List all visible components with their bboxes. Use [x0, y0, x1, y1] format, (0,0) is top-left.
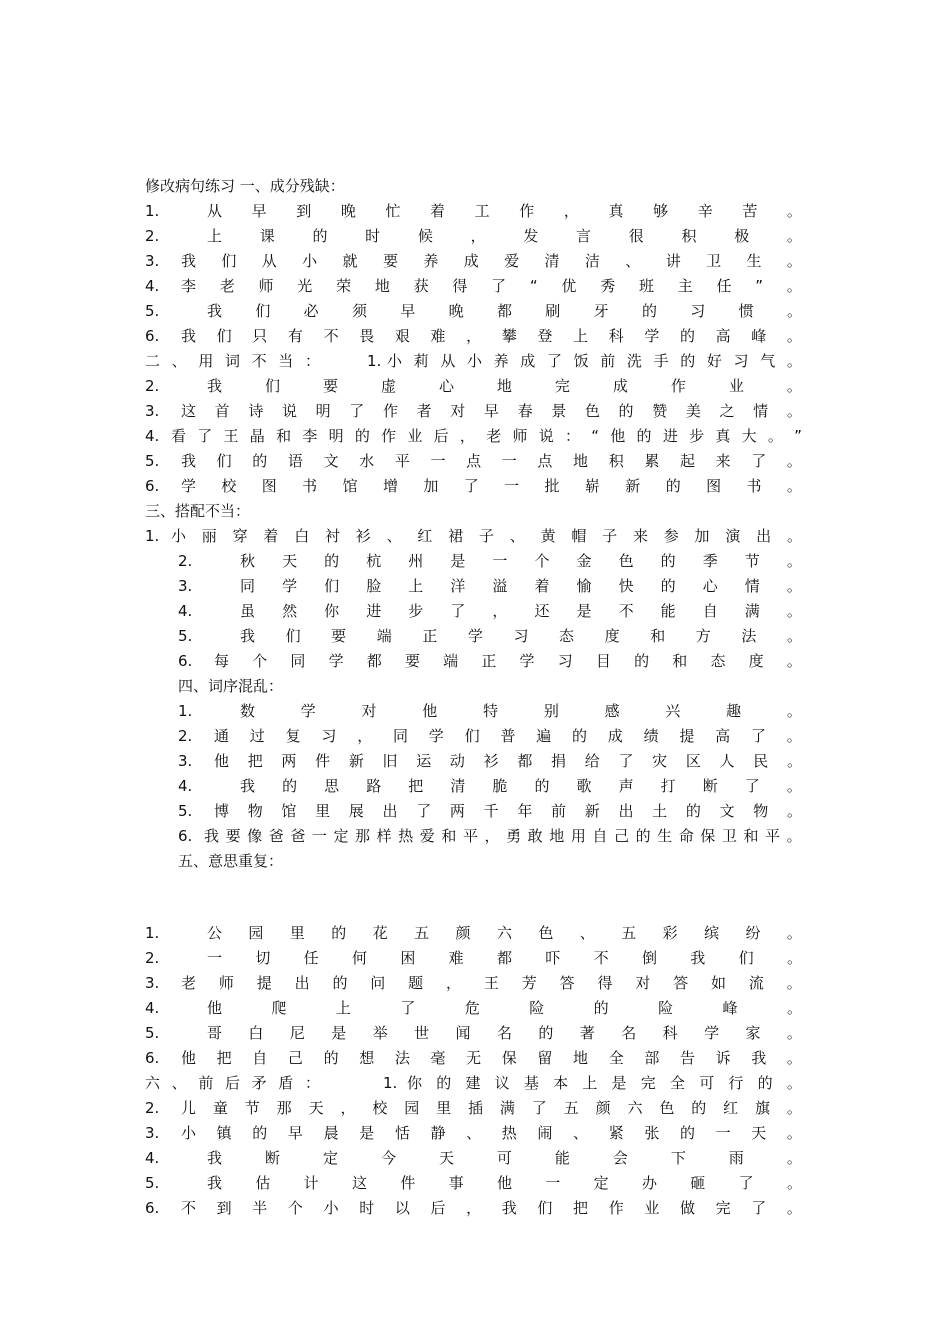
item-number: 5. — [145, 1174, 160, 1192]
exercise-line — [145, 971, 802, 995]
line-text: 小 镇 的 早 晨 是 恬 静 、 热 闹 、 紧 张 的 一 天 。 — [181, 1124, 802, 1142]
exercise-line — [145, 449, 802, 473]
item-number: 4. — [145, 277, 160, 295]
line-text: 我 们 必 须 早 晚 都 刷 牙 的 习 惯 。 — [207, 302, 802, 320]
heading-text: 四、词序混乱： — [178, 677, 284, 695]
item-number: 1. — [145, 924, 160, 942]
line-text: 哥 白 尼 是 举 世 闻 名 的 著 名 科 学 家 。 — [207, 1024, 802, 1042]
line-text: 通 过 复 习 ， 同 学 们 普 遍 的 成 绩 提 高 了 。 — [214, 727, 802, 745]
line-text: 小 丽 穿 着 白 衬 衫 、 红 裙 子 、 黄 帽 子 来 参 加 演 出 。 — [171, 527, 802, 545]
section-heading-inline: 二 、 用 词 不 当 ： — [145, 352, 320, 370]
exercise-line — [145, 374, 802, 398]
item-number: 6. — [145, 477, 160, 495]
item-number: 2. — [145, 1099, 160, 1117]
exercise-line — [145, 1196, 802, 1220]
line-text: 李 老 师 光 荣 地 获 得 了 “ 优 秀 班 主 任 ” 。 — [181, 277, 802, 295]
exercise-line — [145, 1096, 802, 1120]
exercise-line — [145, 1146, 802, 1170]
exercise-line — [145, 324, 802, 348]
item-number: 2. — [178, 552, 193, 570]
heading-text: 五、意思重复： — [178, 852, 284, 870]
exercise-line — [145, 199, 802, 223]
exercise-line — [145, 1171, 802, 1195]
item-number: 3. — [178, 577, 193, 595]
exercise-line — [145, 549, 802, 573]
line-text: 我 们 从 小 就 要 养 成 爱 清 洁 、 讲 卫 生 。 — [181, 252, 802, 270]
line-text: 这 首 诗 说 明 了 作 者 对 早 春 景 色 的 赞 美 之 情 。 — [181, 402, 802, 420]
exercise-line — [145, 224, 802, 248]
item-number: 3. — [145, 1124, 160, 1142]
exercise-line — [145, 1046, 802, 1070]
item-number: 5. — [178, 627, 193, 645]
line-text: 我 估 计 这 件 事 他 一 定 办 砸 了 。 — [207, 1174, 802, 1192]
line-text: 公 园 里 的 花 五 颜 六 色 、 五 彩 缤 纷 。 — [207, 924, 802, 942]
item-number: 6. — [145, 327, 160, 345]
section-heading — [145, 174, 802, 198]
line-text: 你 的 建 议 基 本 上 是 完 全 可 行 的 。 — [407, 1074, 802, 1092]
line-text: 我 的 思 路 把 清 脆 的 歌 声 打 断 了 。 — [240, 777, 802, 795]
line-text: 每 个 同 学 都 要 端 正 学 习 目 的 和 态 度 。 — [214, 652, 802, 670]
line-text: 他 爬 上 了 危 险 的 险 峰 。 — [207, 999, 802, 1017]
line-text: 从 早 到 晚 忙 着 工 作 ， 真 够 辛 苦 。 — [207, 202, 802, 220]
exercise-line — [145, 624, 802, 648]
item-number: 3. — [145, 974, 160, 992]
line-text: 我 要 像 爸 爸 一 定 那 样 热 爱 和 平 ， 勇 敢 地 用 自 己 的 生 命 保 卫 和 平 。 — [204, 827, 802, 845]
line-text: 儿 童 节 那 天 ， 校 园 里 插 满 了 五 颜 六 色 的 红 旗 。 — [181, 1099, 802, 1117]
item-number: 1. — [178, 702, 193, 720]
exercise-line — [145, 399, 802, 423]
exercise-line — [145, 921, 802, 945]
exercise-line — [145, 349, 802, 373]
item-number: 1. — [145, 527, 160, 545]
item-number: 5. — [145, 302, 160, 320]
item-number: 6. — [145, 1049, 160, 1067]
section-heading — [145, 499, 802, 523]
section-heading — [145, 674, 802, 698]
line-text: 学 校 图 书 馆 增 加 了 一 批 崭 新 的 图 书 。 — [181, 477, 802, 495]
item-number: 1. — [367, 352, 382, 370]
exercise-line — [145, 799, 802, 823]
item-number: 2. — [178, 727, 193, 745]
line-text: 看 了 王 晶 和 李 明 的 作 业 后 ， 老 师 说 ： “ 他 的 进 步 真 大 。 ” — [171, 427, 802, 445]
exercise-line — [145, 1071, 802, 1095]
line-text: 我 断 定 今 天 可 能 会 下 雨 。 — [207, 1149, 802, 1167]
exercise-line — [145, 424, 802, 448]
line-text: 我 们 要 端 正 学 习 态 度 和 方 法 。 — [240, 627, 802, 645]
item-number: 4. — [145, 1149, 160, 1167]
exercise-line — [145, 996, 802, 1020]
exercise-line — [145, 824, 802, 848]
exercise-line — [145, 599, 802, 623]
item-number: 4. — [145, 427, 160, 445]
item-number: 1. — [145, 202, 160, 220]
item-number: 6. — [178, 652, 193, 670]
item-number: 3. — [145, 252, 160, 270]
line-text: 一 切 任 何 困 难 都 吓 不 倒 我 们 。 — [207, 949, 802, 967]
exercise-line — [145, 249, 802, 273]
section-heading-inline: 六 、 前 后 矛 盾 ： — [145, 1074, 320, 1092]
item-number: 5. — [145, 452, 160, 470]
line-text: 不 到 半 个 小 时 以 后 ， 我 们 把 作 业 做 完 了 。 — [181, 1199, 802, 1217]
line-text: 老 师 提 出 的 问 题 ， 王 芳 答 得 对 答 如 流 。 — [181, 974, 802, 992]
line-text: 数 学 对 他 特 别 感 兴 趣 。 — [240, 702, 802, 720]
section-heading — [145, 849, 802, 873]
item-number: 6. — [145, 1199, 160, 1217]
line-text: 我 们 只 有 不 畏 艰 难 ， 攀 登 上 科 学 的 高 峰 。 — [181, 327, 802, 345]
line-text: 他 把 两 件 新 旧 运 动 衫 都 捐 给 了 灾 区 人 民 。 — [214, 752, 802, 770]
item-number: 2. — [145, 949, 160, 967]
item-number: 4. — [178, 602, 193, 620]
exercise-line — [145, 699, 802, 723]
exercise-line — [145, 524, 802, 548]
exercise-line — [145, 574, 802, 598]
item-number: 6. — [178, 827, 193, 845]
item-number: 5. — [145, 1024, 160, 1042]
exercise-line — [145, 274, 802, 298]
item-number: 3. — [178, 752, 193, 770]
line-text: 上 课 的 时 候 ， 发 言 很 积 极 。 — [207, 227, 802, 245]
item-number: 1. — [383, 1074, 398, 1092]
exercise-line — [145, 474, 802, 498]
exercise-line — [145, 724, 802, 748]
item-number: 4. — [178, 777, 193, 795]
item-number: 3. — [145, 402, 160, 420]
exercise-line — [145, 749, 802, 773]
item-number: 5. — [178, 802, 193, 820]
exercise-line — [145, 1021, 802, 1045]
item-number: 2. — [145, 227, 160, 245]
line-text: 小 莉 从 小 养 成 了 饭 前 洗 手 的 好 习 气 。 — [387, 352, 802, 370]
item-number: 4. — [145, 999, 160, 1017]
line-text: 虽 然 你 进 步 了 ， 还 是 不 能 自 满 。 — [240, 602, 802, 620]
line-text: 博 物 馆 里 展 出 了 两 千 年 前 新 出 土 的 文 物 。 — [214, 802, 802, 820]
line-text: 他 把 自 己 的 想 法 毫 无 保 留 地 全 部 告 诉 我 。 — [181, 1049, 802, 1067]
exercise-line — [145, 649, 802, 673]
heading-text: 修改病句练习 一、成分残缺： — [145, 177, 345, 195]
line-text: 我 们 要 虚 心 地 完 成 作 业 。 — [207, 377, 802, 395]
line-text: 我 们 的 语 文 水 平 一 点 一 点 地 积 累 起 来 了 。 — [181, 452, 802, 470]
exercise-line — [145, 774, 802, 798]
exercise-line — [145, 299, 802, 323]
exercise-line — [145, 1121, 802, 1145]
line-text: 秋 天 的 杭 州 是 一 个 金 色 的 季 节 。 — [240, 552, 802, 570]
heading-text: 三、搭配不当： — [145, 502, 251, 520]
exercise-line — [145, 946, 802, 970]
item-number: 2. — [145, 377, 160, 395]
line-text: 同 学 们 脸 上 洋 溢 着 愉 快 的 心 情 。 — [240, 577, 802, 595]
